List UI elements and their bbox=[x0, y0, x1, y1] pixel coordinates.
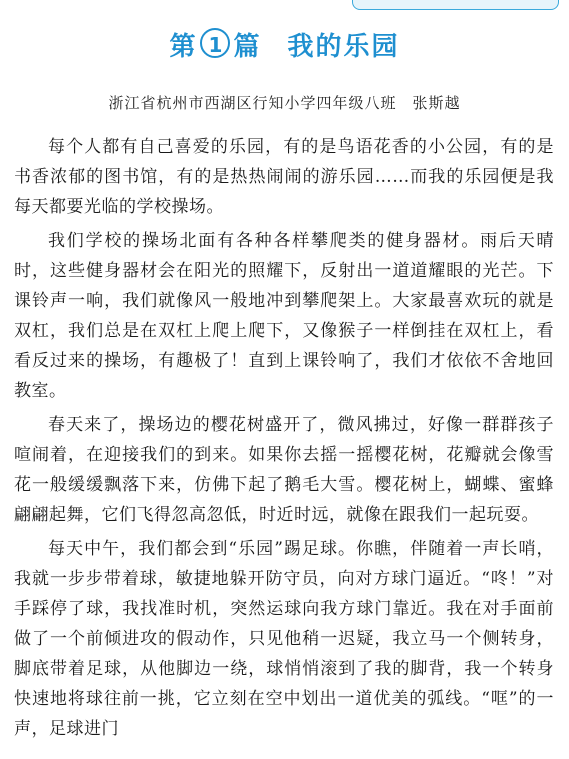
header-tab-decoration bbox=[352, 0, 559, 10]
paragraph: 我们学校的操场北面有各种各样攀爬类的健身器材。雨后天晴时，这些健身器材会在阳光的照耀下，反射出一道道耀眼的光芒。下课铃声一响，我们就像风一般地冲到攀爬架上。大家最喜欢玩的就是双杠，我们总是在双杠上爬上爬下，又像猴子一样倒挂在双杠上，看看反过来的操场，有趣极了！直到上课铃响了，我们才依依不舍地回教室。 bbox=[14, 231, 554, 401]
byline-author: 张斯越 bbox=[412, 94, 461, 112]
page-title bbox=[0, 26, 569, 63]
title-number-badge: 1 bbox=[200, 28, 230, 58]
article-body bbox=[14, 132, 554, 748]
paragraph: 每个人都有自己喜爱的乐园，有的是鸟语花香的小公园，有的是书香浓郁的图书馆，有的是热热闹闹的游乐园……而我的乐园便是我每天都要光临的学校操场。 bbox=[14, 137, 554, 217]
byline bbox=[0, 92, 569, 113]
byline-school: 浙江省杭州市西湖区行知小学四年级八班 bbox=[108, 94, 397, 112]
title-prefix: 第 bbox=[169, 32, 198, 62]
title-text: 我的乐园 bbox=[287, 32, 400, 62]
title-suffix: 篇 bbox=[233, 32, 262, 62]
paragraph: 春天来了，操场边的樱花树盛开了，微风拂过，好像一群群孩子喧闹着，在迎接我们的到来。如果你去摇一摇樱花树，花瓣就会像雪花一般缓缓飘落下来，仿佛下起了鹅毛大雪。樱花树上，蝴蝶、蜜蜂翩翩起舞，它们飞得忽高忽低，时近时远，就像在跟我们一起玩耍。 bbox=[14, 415, 554, 525]
paragraph: 每天中午，我们都会到“乐园”踢足球。你瞧，伴随着一声长哨，我就一步步带着球，敏捷地躲开防守员，向对方球门逼近。“咚！”对手踩停了球，我找准时机，突然运球向我方球门靠近。我在对手面前做了一个前倾进攻的假动作，只见他稍一迟疑，我立马一个侧转身，脚底带着足球，从他脚边一绕，球悄悄滚到了我的脚背，我一个转身快速地将球往前一挑，它立刻在空中划出一道优美的弧线。“哐”的一声，足球进门 bbox=[14, 539, 554, 739]
